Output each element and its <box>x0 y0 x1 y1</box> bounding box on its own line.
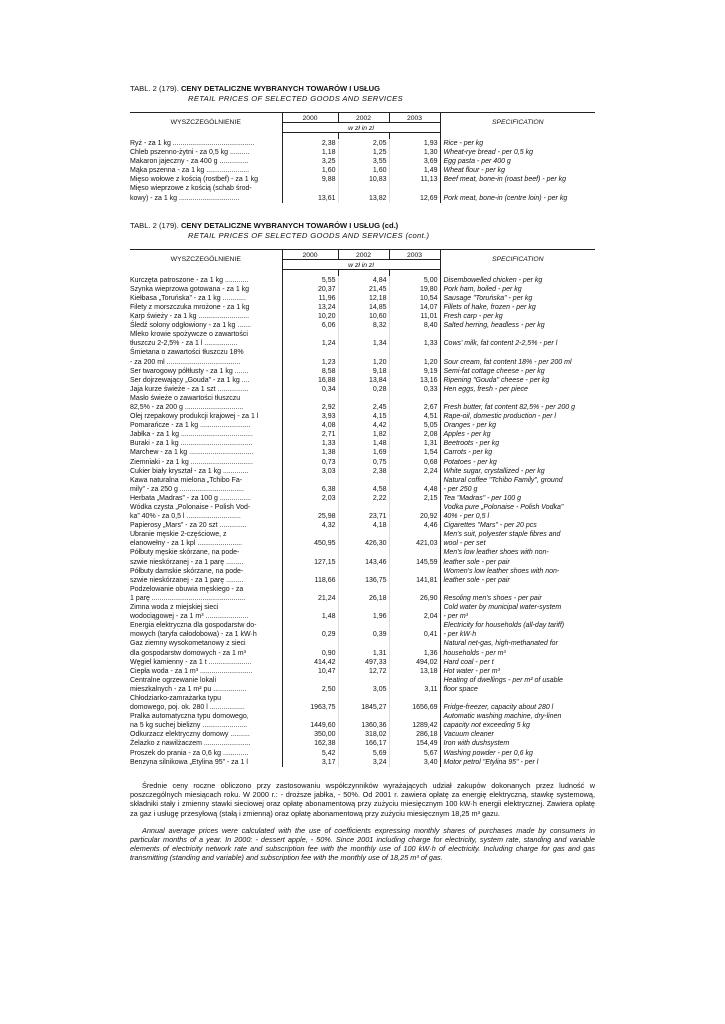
table-row <box>130 430 595 439</box>
value-2000: 6,06 <box>282 321 338 330</box>
row-specification: Men's low leather shoes with non- leather sole - per pair <box>443 549 549 566</box>
row-name: Odkurzacz elektryczny domowy .......... <box>130 730 282 739</box>
row-name: Zimna woda z miejskiej sieci wodociągowej - za 1 m³ ...................... <box>130 603 282 621</box>
value-2003: 1,36 <box>389 639 440 657</box>
row-name: Ryż - za 1 kg .......................................... <box>130 139 282 148</box>
value-2003: 2,24 <box>389 467 440 476</box>
footnote-en: Annual average prices were calculated with the use of coefficients expressing monthly shares of purchases made by consumers in particular months of a year. In 2000: - dessert apple, - 50%. Since 2001 including charge for electricity, system rate, standing and variable elements of electricity network rate and subscription fee with the monthly use of 100 kW·h of electricity. Including charge for gas and gas transmitting (standing and variable) and subscription fee with the monthly use of 18,25 m³ of gas. <box>130 825 595 863</box>
row-specification: Fillets of hake, frozen - per kg <box>443 303 536 311</box>
table-row <box>130 603 595 621</box>
table-row <box>130 658 595 667</box>
value-2002: 2,05 <box>338 139 389 148</box>
row-name: Jaja kurze świeże - za 1 szt ................ <box>130 385 282 394</box>
header-name: WYSZCZEGÓLNIENIE <box>130 113 282 133</box>
row-specification: Motor petrol "Etylina 95" - per l <box>443 758 539 766</box>
header-year: 2000 <box>282 113 338 123</box>
value-2002: 1,82 <box>338 430 389 439</box>
row-name: Żelazko z nawilżaczem ........................ <box>130 739 282 748</box>
row-specification: Natural coffee "Tchibo Family", ground - per 250 g <box>443 476 563 493</box>
table-row <box>130 494 595 503</box>
table-row <box>130 139 595 148</box>
row-name: Olej rzepakowy produkcji krajowej - za 1 l <box>130 412 282 421</box>
value-2003: 145,59 <box>389 548 440 566</box>
table-row <box>130 567 595 585</box>
table-row <box>130 467 595 476</box>
row-name: Ubranie męskie 2-częściowe, z elanowełny - za 1 kpl ....................... <box>130 530 282 548</box>
value-2003: 2,67 <box>389 394 440 412</box>
value-2000: 2,38 <box>282 139 338 148</box>
value-2002: 13,82 <box>338 184 389 202</box>
value-2000: 2,03 <box>282 494 338 503</box>
row-specification: Men's suit, polyester staple fibres and wool - per set <box>443 531 561 548</box>
header-year: 2003 <box>389 249 440 259</box>
value-2002: 4,84 <box>338 276 389 285</box>
value-2002: 3,24 <box>338 758 389 767</box>
row-specification: Fresh butter, fat content 82,5% - per 200 g <box>443 403 576 411</box>
value-2003: 286,18 <box>389 730 440 739</box>
value-2002: 1,60 <box>338 166 389 175</box>
table-row <box>130 639 595 657</box>
value-2002: 0,39 <box>338 621 389 639</box>
row-specification: Salted herring, headless - per kg <box>443 322 545 330</box>
value-2002: 5,69 <box>338 749 389 758</box>
row-specification: Hot water - per m³ <box>443 667 500 675</box>
value-2000: 11,96 <box>282 294 338 303</box>
value-2000: 9,88 <box>282 175 338 184</box>
row-name: Pomarańcze - za 1 kg .......................... <box>130 421 282 430</box>
header-year: 2002 <box>338 249 389 259</box>
table-row <box>130 148 595 157</box>
value-2002: 4,18 <box>338 521 389 530</box>
table-row <box>130 503 595 521</box>
table-row <box>130 521 595 530</box>
value-2000: 350,00 <box>282 730 338 739</box>
row-specification: Fridge-freezer, capacity about 280 l <box>443 704 554 712</box>
value-2003: 421,03 <box>389 530 440 548</box>
row-specification: Cows' milk, fat content 2-2,5% - per l <box>443 340 558 348</box>
row-specification: Sour cream, fat content 18% - per 200 ml <box>443 358 572 366</box>
row-name: Proszek do prania - za 0,6 kg ............. <box>130 749 282 758</box>
value-2003: 14,07 <box>389 303 440 312</box>
row-name: Półbuty męskie skórzane, na pode- szwie nieskórzanej - za 1 parę ......... <box>130 548 282 566</box>
value-2003: 2,08 <box>389 430 440 439</box>
row-specification: Tea "Madras" - per 100 g <box>443 494 521 502</box>
value-2000: 1,18 <box>282 148 338 157</box>
row-specification: Egg pasta - per 400 g <box>443 158 511 166</box>
row-name: Energia elektryczna dla gospodarstw do- mowych (taryfa całodobowa) - za 1 kW·h <box>130 621 282 639</box>
value-2000: 1449,60 <box>282 712 338 730</box>
value-2003: 141,81 <box>389 567 440 585</box>
row-specification: Natural net-gas, high-methanated for households - per m³ <box>443 640 558 657</box>
value-2000: 20,37 <box>282 285 338 294</box>
value-2000: 1963,75 <box>282 694 338 712</box>
value-2002: 318,02 <box>338 730 389 739</box>
table-row <box>130 175 595 184</box>
footnote-pl: Średnie ceny roczne obliczono przy zastosowaniu współczynników wyrażających udział zakupów dokonanych przez ludność w poszczególnych miesiącach roku. W 2000 r.: - droższe jabłka, - 50%. Od 2001 r. zawiera opłatę za energię elektryczną, stawkę systemową, składniki stały i zmienny stawki sieciowej oraz opłatę abonamentową przy zużyciu miesięcznym 100 kW·h energii elektrycznej. Zawiera opłatę za gaz i usługę przesyłową (stałą i zmienną) oraz opłatę abonamentową przy zużyciu miesięcznym 18,25 m³ gazu. <box>130 781 595 818</box>
value-2002: 1,25 <box>338 148 389 157</box>
row-specification: Oranges - per kg <box>443 422 497 430</box>
row-name: Ser dojrzewający „Gouda” - za 1 kg .... <box>130 376 282 385</box>
value-2002: 23,71 <box>338 503 389 521</box>
value-2002: 10,83 <box>338 175 389 184</box>
value-2000: 21,24 <box>282 585 338 603</box>
value-2003: 4,51 <box>389 412 440 421</box>
value-2002: 1360,36 <box>338 712 389 730</box>
value-2002: 10,60 <box>338 312 389 321</box>
table-row <box>130 285 595 294</box>
table-row <box>130 621 595 639</box>
value-2003: 5,67 <box>389 749 440 758</box>
header-year: 2003 <box>389 113 440 123</box>
value-2000: 1,60 <box>282 166 338 175</box>
row-specification: Pork ham, boiled - per kg <box>443 285 522 293</box>
row-name: Mięso wołowe z kością (rostbef) - za 1 kg <box>130 175 282 184</box>
value-2000: 8,58 <box>282 367 338 376</box>
row-name: Papierosy „Mars” - za 20 szt .............. <box>130 521 282 530</box>
value-2003: 13,16 <box>389 376 440 385</box>
value-2000: 1,24 <box>282 330 338 348</box>
row-name: Pralka automatyczna typu domowego, na 5 kg suchej bielizny ....................... <box>130 712 282 730</box>
row-specification: Apples - per kg <box>443 431 491 439</box>
value-2000: 10,20 <box>282 312 338 321</box>
value-2003: 19,80 <box>389 285 440 294</box>
value-2003: 5,00 <box>389 276 440 285</box>
row-name: Kawa naturalna mielona „Tchibo Fa- mily” - za 250 g ................................. <box>130 476 282 494</box>
value-2000: 0,34 <box>282 385 338 394</box>
value-2000: 3,25 <box>282 157 338 166</box>
value-2000: 13,61 <box>282 184 338 202</box>
table2 <box>130 249 595 767</box>
table-row <box>130 421 595 430</box>
table-row <box>130 412 595 421</box>
row-specification: Beef meat, bone-in (roast beef) - per kg <box>443 176 567 184</box>
table-row <box>130 548 595 566</box>
value-2002: 1,31 <box>338 639 389 657</box>
row-specification: Iron with dushsystem <box>443 740 510 748</box>
value-2002: 143,46 <box>338 548 389 566</box>
value-2000: 127,15 <box>282 548 338 566</box>
value-2003: 1,31 <box>389 439 440 448</box>
row-specification: Carrots - per kg <box>443 449 493 457</box>
header-unit: w zł in zl <box>282 259 440 269</box>
table-row <box>130 321 595 330</box>
value-2002: 2,22 <box>338 494 389 503</box>
header-spec: SPECIFICATION <box>440 113 595 133</box>
value-2000: 414,42 <box>282 658 338 667</box>
value-2000: 25,98 <box>282 503 338 521</box>
row-specification: Rape-oil, domestic production - per l <box>443 413 556 421</box>
value-2003: 3,11 <box>389 676 440 694</box>
table-row <box>130 276 595 285</box>
row-specification: Hard coal - per t <box>443 658 494 666</box>
row-name: Węgiel kamienny - za 1 t ...................... <box>130 658 282 667</box>
value-2002: 1,34 <box>338 330 389 348</box>
row-name: Śmietana o zawartości tłuszczu 18% - za 200 ml ...................................... <box>130 348 282 366</box>
value-2000: 1,33 <box>282 439 338 448</box>
table2-number: TABL. 2 (179). <box>130 220 179 230</box>
table-row <box>130 330 595 348</box>
row-name: Buraki - za 1 kg ..................................... <box>130 439 282 448</box>
row-specification: Wheat flour - per kg <box>443 167 505 175</box>
table2-title <box>130 221 595 231</box>
row-specification: Automatic washing machine, dry-linen capacity not exceeding 5 kg <box>443 713 562 730</box>
value-2000: 0,29 <box>282 621 338 639</box>
value-2003: 9,19 <box>389 367 440 376</box>
value-2003: 1,93 <box>389 139 440 148</box>
value-2002: 166,17 <box>338 739 389 748</box>
row-specification: Vacuum cleaner <box>443 731 494 739</box>
value-2003: 12,69 <box>389 184 440 202</box>
table1-number: TABL. 2 (179). <box>130 84 179 93</box>
row-specification: Sausage "Toruńska" - per kg <box>443 294 533 302</box>
table-row <box>130 730 595 739</box>
value-2003: 13,18 <box>389 667 440 676</box>
value-2002: 12,18 <box>338 294 389 303</box>
row-specification: Fresh carp - per kg <box>443 313 503 321</box>
row-name: Śledź solony odgłowiony - za 1 kg ....... <box>130 321 282 330</box>
page <box>130 84 595 767</box>
table1-title <box>130 84 595 94</box>
table-row <box>130 667 595 676</box>
value-2000: 118,66 <box>282 567 338 585</box>
row-name: Kiełbasa „Toruńska” - za 1 kg ............ <box>130 294 282 303</box>
row-name: Cukier biały kryształ - za 1 kg ............. <box>130 467 282 476</box>
row-name: Karp świeży - za 1 kg .......................... <box>130 312 282 321</box>
row-name: Filety z morszczuka mrożone - za 1 kg <box>130 303 282 312</box>
value-2003: 494,02 <box>389 658 440 667</box>
row-name: Herbata „Madras” - za 100 g ................ <box>130 494 282 503</box>
value-2002: 9,18 <box>338 367 389 376</box>
value-2002: 0,28 <box>338 385 389 394</box>
table-row <box>130 376 595 385</box>
table-row <box>130 312 595 321</box>
row-name: Ziemniaki - za 1 kg ................................ <box>130 458 282 467</box>
value-2002: 21,45 <box>338 285 389 294</box>
row-specification: Wheat-rye bread - per 0,5 kg <box>443 149 533 157</box>
row-name: Chłodziarko-zamrażarka typu domowego, poj. ok. 280 l .................. <box>130 694 282 712</box>
row-specification: Heating of dwellings - per m² of usable floor space <box>443 676 563 693</box>
value-2003: 5,05 <box>389 421 440 430</box>
table-row <box>130 157 595 166</box>
value-2000: 1,23 <box>282 348 338 366</box>
table1 <box>130 112 595 203</box>
row-specification: Pork meat, bone-in (centre loin) - per kg <box>443 194 568 202</box>
value-2003: 8,40 <box>389 321 440 330</box>
row-name: Centralne ogrzewanie lokali mieszkalnych - za 1 m² pu ................. <box>130 676 282 694</box>
table-row <box>130 367 595 376</box>
table-row <box>130 439 595 448</box>
value-2000: 10,47 <box>282 667 338 676</box>
row-specification: Potatoes - per kg <box>443 458 497 466</box>
value-2002: 1,69 <box>338 448 389 457</box>
value-2003: 1,20 <box>389 348 440 366</box>
value-2003: 0,33 <box>389 385 440 394</box>
value-2003: 1656,69 <box>389 694 440 712</box>
value-2002: 8,32 <box>338 321 389 330</box>
value-2002: 3,05 <box>338 676 389 694</box>
row-specification: Beetroots - per kg <box>443 440 500 448</box>
header-spec: SPECIFICATION <box>440 249 595 269</box>
row-specification: Semi-fat cottage cheese - per kg <box>443 367 545 375</box>
table-row <box>130 758 595 767</box>
value-2002: 4,42 <box>338 421 389 430</box>
row-name: Ciepła woda - za 1 m³ ........................... <box>130 667 282 676</box>
table-row <box>130 739 595 748</box>
value-2002: 136,75 <box>338 567 389 585</box>
value-2003: 154,49 <box>389 739 440 748</box>
value-2000: 6,38 <box>282 476 338 494</box>
value-2000: 4,32 <box>282 521 338 530</box>
value-2003: 2,04 <box>389 603 440 621</box>
table-row <box>130 348 595 366</box>
row-specification: Women's low leather shoes with non- leather sole - per pair <box>443 567 560 584</box>
table-row <box>130 303 595 312</box>
row-specification: Rice - per kg <box>443 140 484 147</box>
value-2003: 0,68 <box>389 458 440 467</box>
value-2002: 1,48 <box>338 439 389 448</box>
row-name: Kurczęta patroszone - za 1 kg ............ <box>130 276 282 285</box>
row-specification: Ripening "Gouda" cheese - per kg <box>443 376 550 384</box>
value-2000: 5,42 <box>282 749 338 758</box>
row-specification: Washing powder - per 0,6 kg <box>443 749 533 757</box>
table-row <box>130 394 595 412</box>
value-2003: 1289,42 <box>389 712 440 730</box>
row-name: Masło świeże o zawartości tłuszczu 82,5% - za 200 g .............................. <box>130 394 282 412</box>
table-row <box>130 476 595 494</box>
value-2002: 1,20 <box>338 348 389 366</box>
value-2003: 1,54 <box>389 448 440 457</box>
table2-title-main: CENY DETALICZNE WYBRANYCH TOWARÓW I USŁUG (cd.) <box>180 220 399 230</box>
value-2000: 3,17 <box>282 758 338 767</box>
value-2000: 3,93 <box>282 412 338 421</box>
value-2000: 2,50 <box>282 676 338 694</box>
table-row <box>130 530 595 548</box>
row-name: Jabłka - za 1 kg ..................................... <box>130 430 282 439</box>
header-year: 2002 <box>338 113 389 123</box>
row-name: Gaz ziemny wysokometanowy z sieci dla gospodarstw domowych - za 1 m³ <box>130 639 282 657</box>
row-name: Mięso wieprzowe z kością (schab środ- kowy) - za 1 kg ............................... <box>130 184 282 202</box>
value-2002: 12,72 <box>338 667 389 676</box>
table-row <box>130 184 595 202</box>
table-row <box>130 448 595 457</box>
value-2002: 13,84 <box>338 376 389 385</box>
row-name: Wódka czysta „Polonaise - Polish Vod- ka” 40% - za 0,5 l ............................ <box>130 503 282 521</box>
row-specification: Disembowelled chicken - per kg <box>443 276 543 284</box>
value-2002: 1,96 <box>338 603 389 621</box>
value-2002: 26,18 <box>338 585 389 603</box>
row-name: Marchew - za 1 kg ................................. <box>130 448 282 457</box>
value-2002: 14,85 <box>338 303 389 312</box>
table1-title-main: CENY DETALICZNE WYBRANYCH TOWARÓW I USŁUG <box>180 84 381 93</box>
table2-subtitle: RETAIL PRICES OF SELECTED GOODS AND SERVICES (cont.) <box>188 230 430 240</box>
value-2000: 450,95 <box>282 530 338 548</box>
value-2000: 2,92 <box>282 394 338 412</box>
value-2002: 0,75 <box>338 458 389 467</box>
table-row <box>130 694 595 712</box>
table1-subtitle: RETAIL PRICES OF SELECTED GOODS AND SERVICES <box>188 94 403 103</box>
row-name: Chleb pszenno-żytni - za 0,5 kg .......... <box>130 148 282 157</box>
row-name: Mleko krowie spożywcze o zawartości tłuszczu 2-2,5% - za 1 l ................. <box>130 330 282 348</box>
row-name: Makaron jajeczny - za 400 g ............... <box>130 157 282 166</box>
value-2002: 426,30 <box>338 530 389 548</box>
value-2000: 3,03 <box>282 467 338 476</box>
table-row <box>130 385 595 394</box>
row-name: Szynka wieprzowa gotowana - za 1 kg <box>130 285 282 294</box>
row-specification: Hen eggs, fresh - per piece <box>443 385 528 393</box>
value-2003: 1,49 <box>389 166 440 175</box>
table-row <box>130 166 595 175</box>
value-2000: 1,48 <box>282 603 338 621</box>
value-2003: 11,13 <box>389 175 440 184</box>
value-2000: 1,38 <box>282 448 338 457</box>
row-name: Podzelowanie obuwia męskiego - za 1 parę ................................................ <box>130 585 282 603</box>
row-name: Mąka pszenna - za 1 kg ...................... <box>130 166 282 175</box>
table-row <box>130 676 595 694</box>
value-2003: 20,92 <box>389 503 440 521</box>
value-2003: 10,54 <box>389 294 440 303</box>
table-row <box>130 585 595 603</box>
row-specification: Electricity for households (all-day tariff) - per kW·h <box>443 622 565 639</box>
value-2003: 1,30 <box>389 148 440 157</box>
value-2003: 3,69 <box>389 157 440 166</box>
row-specification: White sugar, crystallized - per kg <box>443 467 545 475</box>
value-2002: 4,15 <box>338 412 389 421</box>
row-specification: Vodka pure „Polonaise - Polish Vodka" 40% - per 0,5 l <box>443 504 564 521</box>
value-2002: 1845,27 <box>338 694 389 712</box>
row-specification: Cigarettes "Mars" - per 20 pcs <box>443 522 537 530</box>
value-2003: 4,48 <box>389 476 440 494</box>
value-2000: 0,90 <box>282 639 338 657</box>
value-2003: 2,15 <box>389 494 440 503</box>
value-2002: 4,58 <box>338 476 389 494</box>
value-2003: 11,01 <box>389 312 440 321</box>
value-2000: 4,08 <box>282 421 338 430</box>
row-name: Półbuty damskie skórzane, na pode- szwie nieskórzanej - za 1 parę ......... <box>130 567 282 585</box>
value-2002: 2,38 <box>338 467 389 476</box>
row-name: Ser twarogowy półtłusty - za 1 kg ....... <box>130 367 282 376</box>
value-2003: 0,41 <box>389 621 440 639</box>
value-2002: 3,55 <box>338 157 389 166</box>
row-specification: Resoling men's shoes - per pair <box>443 594 542 602</box>
value-2000: 162,38 <box>282 739 338 748</box>
table-row <box>130 749 595 758</box>
header-name: WYSZCZEGÓLNIENIE <box>130 249 282 269</box>
value-2003: 1,33 <box>389 330 440 348</box>
value-2000: 5,55 <box>282 276 338 285</box>
value-2003: 26,90 <box>389 585 440 603</box>
header-unit: w zł in zl <box>282 123 440 133</box>
value-2003: 3,40 <box>389 758 440 767</box>
value-2000: 13,24 <box>282 303 338 312</box>
table-row <box>130 294 595 303</box>
value-2000: 16,88 <box>282 376 338 385</box>
value-2000: 2,71 <box>282 430 338 439</box>
header-year: 2000 <box>282 249 338 259</box>
value-2002: 497,33 <box>338 658 389 667</box>
footnotes <box>130 781 595 863</box>
row-specification: Cold water by municipal water-system - per m³ <box>443 604 562 621</box>
table-row <box>130 712 595 730</box>
table-row <box>130 458 595 467</box>
value-2000: 0,73 <box>282 458 338 467</box>
value-2002: 2,45 <box>338 394 389 412</box>
value-2003: 4,46 <box>389 521 440 530</box>
row-name: Benzyna silnikowa „Etylina 95” - za 1 l <box>130 758 282 767</box>
